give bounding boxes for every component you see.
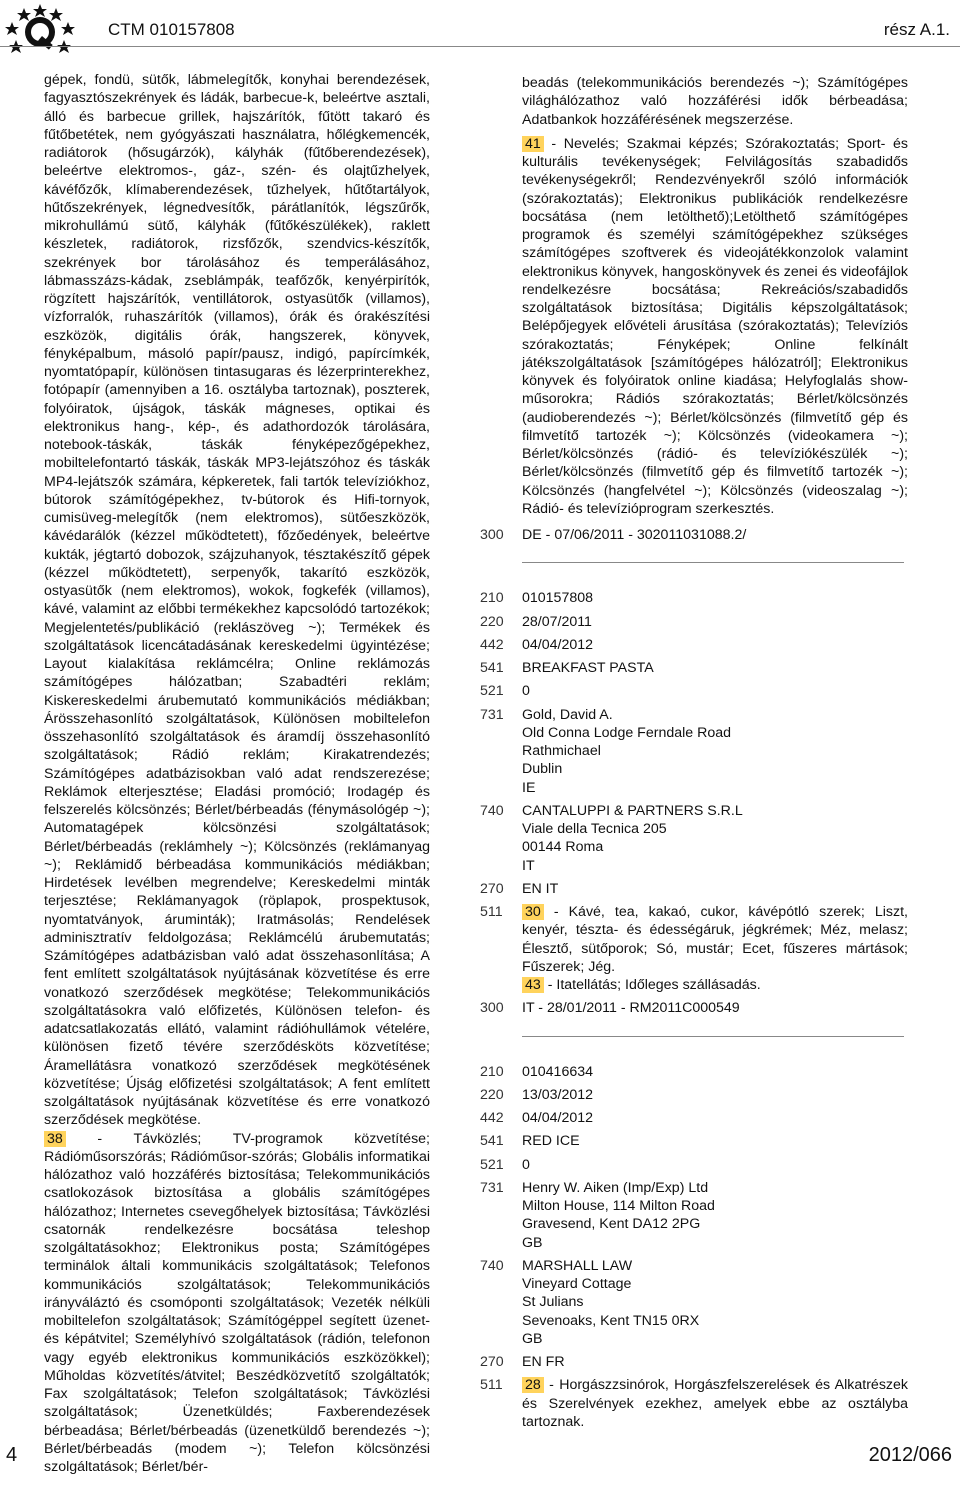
- representative-line: CANTALUPPI & PARTNERS S.R.L: [522, 802, 743, 819]
- field-code-300: 300: [480, 527, 504, 543]
- mark-text: RED ICE: [522, 1133, 580, 1150]
- applicant-line: GB: [522, 1234, 543, 1251]
- header-ctm-number: CTM 010157808: [108, 20, 235, 39]
- class-41-badge: 41: [522, 136, 544, 152]
- applicant: [522, 706, 908, 797]
- languages: EN FR: [522, 1354, 565, 1370]
- code-541: 541: [480, 660, 504, 676]
- code-521: 521: [480, 1156, 504, 1173]
- languages: EN IT: [522, 880, 559, 897]
- field-210: [480, 1063, 908, 1081]
- class-28-paragraph: [522, 1376, 908, 1431]
- field-220: [480, 613, 908, 631]
- class-38-text: - Távközlés; TV-programok közvetítése; Rádióműsorszórás; Rádióműsor-szórás; Globális informatikai hálózathoz való hozzáférés biztosítása; Telekommunikációs csatlokozások biztosítása a globális számítógépes hálózathoz; Internetes csevegőhelyek biztosítása; Távközlési csatornák rendelkezésre bocsátása teleshop szolgáltatásokhoz; Elektronikus posta; Számítógépes terminálok általi kommunikácis szolgáltatások; Telefonos kommunikációs szolgáltatások; Telekommunikációs irányváláztó és csomóponti szolgáltatások; Vezeték nélküli mobiltelefon szolgáltatások; Számítógéppel segített üzenet- és képátvitel; Személyhívó szolgáltatások (rádión, telefonon vagy egyéb elektronikus kommunikációs eszközökkel); Műholdas közvetítés/átvitel; Beszédközvetítő szolgáltatók; Fax szolgáltatások; Telefon szolgáltatások; Távközlési szolgáltatások; Üzenetküldés; Faxberendezések bérbeadása; Bérlet/bérbeadás (üzenetküldő berendezés ~); Bérlet/bérbeadás (modem ~); Telefon kölcsönzési szolgáltatások; Bérlet/bér-: [44, 1130, 430, 1475]
- code-541: 541: [480, 1133, 504, 1150]
- class-38-continued: beadás (telekommunikációs berendezés ~); Számítógépes világhálózathoz való hozzáférési idők bérbeadása; Adatbankok hozzáférésének megszerzése.: [522, 75, 908, 128]
- header-divider: [0, 46, 960, 47]
- representative-line: 00144 Roma: [522, 839, 604, 856]
- applicant-line: Gold, David A.: [522, 706, 613, 723]
- code-220: 220: [480, 613, 504, 630]
- right-column: [480, 74, 908, 1431]
- representative: [522, 802, 908, 875]
- goods-services: [522, 1376, 908, 1431]
- priority-row: [480, 526, 908, 544]
- code-521: 521: [480, 683, 504, 700]
- code-270: 270: [480, 880, 504, 897]
- field-740: [480, 802, 908, 875]
- representative-line: Viale della Tecnica 205: [522, 821, 667, 837]
- applicant-line: Dublin: [522, 761, 563, 778]
- code-442: 442: [480, 1110, 504, 1126]
- trademark-entry-2: [480, 1063, 908, 1432]
- class-38-badge: 38: [44, 1131, 66, 1147]
- applicant-line: Old Conna Lodge Ferndale Road: [522, 724, 732, 741]
- applicant-line: Gravesend, Kent DA12 2PG: [522, 1216, 701, 1233]
- code-740: 740: [480, 802, 504, 819]
- page-number: 4: [6, 1444, 18, 1466]
- representative-line: GB: [522, 1330, 543, 1347]
- field-521: [480, 682, 908, 700]
- representative: [522, 1257, 908, 1348]
- class-38-paragraph: [44, 1130, 430, 1477]
- applicant-line: Henry W. Aiken (Imp/Exp) Ltd: [522, 1179, 709, 1196]
- publication-date: 04/04/2012: [522, 636, 594, 653]
- field-511: [480, 903, 908, 994]
- application-number: 010157808: [522, 590, 594, 607]
- code-511: 511: [480, 1377, 503, 1394]
- header-part: rész A.1.: [883, 20, 950, 39]
- entry-separator: [522, 562, 904, 563]
- applicant-line: Rathmichael: [522, 743, 601, 759]
- class-30-badge: 30: [522, 904, 544, 920]
- page-header: [0, 0, 960, 60]
- representative-line: Sevenoaks, Kent TN15 0RX: [522, 1312, 700, 1329]
- applicant: [522, 1179, 908, 1252]
- field-521-value: 0: [522, 683, 530, 700]
- field-731: [480, 1179, 908, 1252]
- trademark-entry-1: [480, 589, 908, 1017]
- entry-separator: [522, 1036, 904, 1037]
- filing-date: 13/03/2012: [522, 1086, 594, 1103]
- priority-value: IT - 28/01/2011 - RM2011C000549: [522, 1000, 740, 1017]
- code-210: 210: [480, 1063, 504, 1080]
- field-270: [480, 880, 908, 898]
- class-43-paragraph: [522, 976, 908, 994]
- class-30-text: - Kávé, tea, kakaó, cukor, kávépótló szerek; Liszt, kenyér, tészta- és édességáruk, jégkrémek; Méz, melasz; Élesztő, sütőporok; Só, mustár; Ecet, fűszeres mártások; Fűszerek; Jég.: [522, 904, 908, 975]
- code-731: 731: [480, 706, 504, 723]
- representative-line: IT: [522, 857, 535, 874]
- field-740: [480, 1257, 908, 1348]
- representative-line: MARSHALL LAW: [522, 1257, 633, 1274]
- priority-value: DE - 07/06/2011 - 302011031088.2/: [522, 527, 747, 543]
- code-731: 731: [480, 1179, 504, 1196]
- class-43-badge: 43: [522, 977, 544, 993]
- class-28-text: - Horgászzsinórok, Horgászfelszerelések és Alkatrészek és Szerelvények ezekhez, amelyek ebbe az osztályba tartoznak.: [522, 1377, 908, 1430]
- code-511: 511: [480, 904, 503, 920]
- class-28-badge: 28: [522, 1377, 544, 1393]
- field-731: [480, 706, 908, 797]
- field-442: [480, 1109, 908, 1127]
- class-41-paragraph: [522, 135, 908, 518]
- goods-services-continued: gépek, fondü, sütők, lábmelegítők, konyhai berendezések, fagyasztószekrények és ládák, barbecue-k, beleértve asztali, álló és barbecue grillek, hajszárítók, fűtött takaró és fűtőbetétek, nem gyógyászati használatra, hőlégkemencék, radiátorok (hősugárzók), kályhák (fűtőberendezések), beleértve elektromos-, gáz-, szén- és olajtűzhelyek, kávéfőzők, klímaberendezések, tűzhelyek, hűtőtartályok, hűtőszekrények, légnedvesítők, párátlanítók, légszűrők, mikrohullámú sütő, kályhák (fűtőkészülékek), raklett készletek, radiátorok, rizsfőzők, szendvics-készítők, szekrények bor tárolásához és temperálásához, lábmasszázs-kádak, zseblámpák, teafőzők, kenyérpirítók, rögzített hajszárítók, ventillátorok, ostyasütők (villamos), vízforralók, ruhaszárítók (villamos), órák és órakészítési eszközök, digitális órák, hangszerek, könyvek, fényképalbum, másoló papír/pausz, indigó, papírcímkék, nyomtatópapír, különösen tintasugaras és lézerprinterekhez, fotópapír (amennyiben a 16. osztályba tartoznak), poszterek, folyóiratok, újságok, táskák mágneses, optikai és elektronikus hang-, kép-, és adathordozók tárolására, notebook-táskák, táskák fényképezőgépekhez, mobiltelefontartó táskák, táskák MP3-lejátszóhoz és táskák MP4-lejátszók számára, képkeretek, fali tartók televíziókhoz, bútorok számítógépekhez, tv-bútorok és Hifi-tornyok, cumisüveg-melegítők (nem elektromos), sütőeszközök, kávédarálók (kézzel működtetett), főzőedények, beleértve kukták, jégtartó dobozok, szájzuhanyok, tésztakészítő gépek (kézzel működtetett), serpenyők, takarító eszközök, ostyasütők (nem elektromos), wokok, fogkefék (villamos), kávé, valamint az előbbi termékekhez kapcsolódó tartozékok; Megjelentetés/publikáció (reklászöveg ~); Termékek és szolgáltatások licencátadásának kereskedelmi ügyintézése; Layout kialakítása reklámcélra; Online reklámozás számítógépes hálózatban; Szabadtéri reklám; Kiskereskedelmi árubemutató kommunikációs médiákban; Árösszehasonlító szolgáltatások, Különösen mobiltelefon összehasonlító szolgáltatások és áramdíj összehasonlító szolgáltatások; Rádió reklám; Kirakatrendezés; Számítógépes adatbázisokban való adat rendszerezése; Reklámok elterjesztése; Eladási promóció; Irodagép és felszerelés kölcsönzés; Bérlet/bérbeadás (fénymásológép ~); Automatagépek kölcsönzési szolgáltatások; Bérlet/bérbeadás (reklámhely ~); Kölcsönzés (reklámanyag ~); Reklámidő bérbeadása kommunikációs médiákban; Hirdetések levélben megrendelve; Kereskedelmi minták terjesztése; Reklámanyagok (röplapok, prospektusok, nyomtatványok, áruminták); Iratmásolás; Rendelések adminisztratív feldolgozása; Reklámcélú árubemutatás; Számítógépes adatbázisban való adat összehasonlítása; A fent említett szolgáltatások nyújtásának közvetítése és erre vonatkozó szerződések megkötése; Telekommunikációs szolgáltatásokra való előfizetés, Különösen telefon- és adatcsatlakozatás ellátó, valamint rádióhullámok vételére, különösen fizető tévére szerződésköts közvetítése; Áramellátásra vonatkozó szerződések megkötésének közvetítése; Újság előfizetési szolgáltatások; A fent említett szolgáltatások nyújtásának közvetítése és erre vonatkozó szerződések megkötése.: [44, 72, 430, 1129]
- field-300: [480, 999, 908, 1017]
- applicant-line: IE: [522, 779, 536, 796]
- field-220: [480, 1086, 908, 1104]
- application-number: 010416634: [522, 1063, 594, 1080]
- class-30-paragraph: [522, 903, 908, 976]
- field-541: [480, 1132, 908, 1150]
- code-300: 300: [480, 1000, 504, 1017]
- representative-line: Vineyard Cottage: [522, 1276, 632, 1292]
- field-521: [480, 1156, 908, 1174]
- publication-date: 04/04/2012: [522, 1110, 594, 1126]
- code-220: 220: [480, 1086, 504, 1103]
- filing-date: 28/07/2011: [522, 613, 592, 630]
- code-442: 442: [480, 636, 504, 653]
- field-521-value: 0: [522, 1156, 530, 1173]
- applicant-line: Milton House, 114 Milton Road: [522, 1198, 715, 1214]
- class-43-text: - Itatellátás; Időleges szállásadás.: [543, 977, 761, 993]
- ohim-logo-icon: [4, 2, 96, 60]
- code-210: 210: [480, 590, 504, 607]
- representative-line: St Julians: [522, 1294, 584, 1311]
- bulletin-issue: 2012/066: [868, 1444, 952, 1466]
- field-270: [480, 1353, 908, 1371]
- left-column: [44, 71, 430, 1476]
- code-270: 270: [480, 1354, 504, 1370]
- code-740: 740: [480, 1257, 504, 1274]
- mark-text: BREAKFAST PASTA: [522, 660, 654, 676]
- class-41-text: - Nevelés; Szakmai képzés; Szórakoztatás; Sport- és kulturális tevékenységek; Felvilágosítás szabadidős tevékenységekről; Rendezvényekről szóló információk (szórakoztatás); Elektronikus publikációk rendelkezésre bocsátása (nem letölthető);Letölthető számítógépes programok és személyi számítógépekhez szükséges számítógépes szoftverek és videojátékkonzolok valamint elektronikus könyvek, hangoskönyvek és zenei és videofájlok rendelkezésre bocsátása; Rekreációs/szabadidős szolgáltatások biztosítása; Digitális képszolgáltatások; Belépőjegyek elővételi árusítása (szórakoztatás); Televíziós szórakoztatás; Fényképek; Online felkínált játékszolgáltatások [számítógépes hálózatról]; Elektronikus könyvek és folyóiratok online kiadása; Helyfoglalás show-műsorokra; Rádiós szórakoztatás; Bérlet/kölcsönzés (audioberendezés ~); Bérlet/kölcsönzés (filmvetítő gép és filmvetítő tartozék ~); Kölcsönzés (videokamera ~); Bérlet/kölcsönzés (rádió- és televíziókészülék ~); Bérlet/kölcsönzés (filmvetítő gép és filmvetítő tartozék ~); Kölcsönzés (hangfelvétel ~); Kölcsönzés (videoszalag ~); Rádió- és televízióprogram szerkesztés.: [522, 135, 908, 517]
- field-511: [480, 1376, 908, 1431]
- goods-services: [522, 903, 908, 994]
- field-442: [480, 636, 908, 654]
- field-541: [480, 659, 908, 677]
- field-210: [480, 589, 908, 607]
